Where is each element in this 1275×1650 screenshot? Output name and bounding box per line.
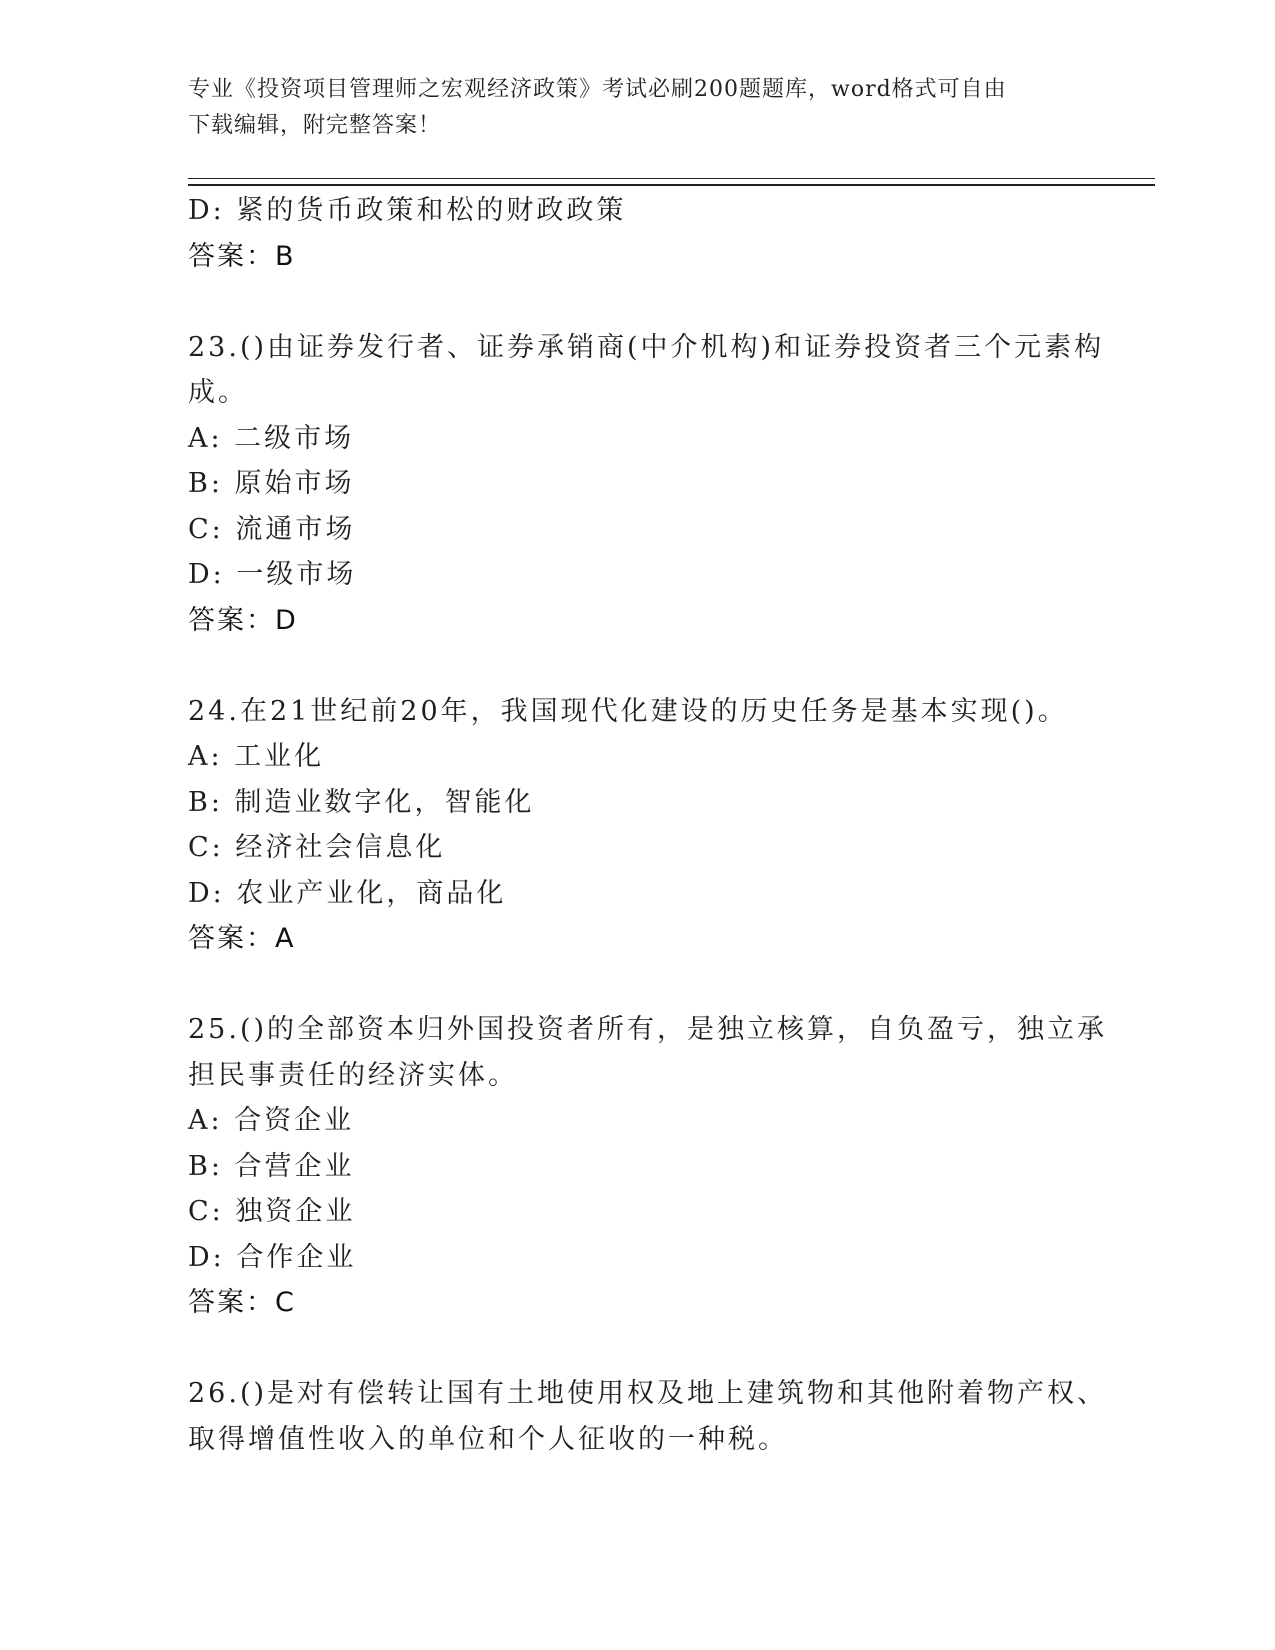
header-rule-thick	[188, 184, 1155, 186]
question-26	[188, 1371, 1108, 1462]
option-d: D: 合作企业	[188, 1241, 357, 1273]
question-stem: 24.在21世纪前20年，我国现代化建设的历史任务是基本实现()。	[188, 695, 1068, 727]
question-stem: 26.()是对有偿转让国有土地使用权及地上建筑物和其他附着物产权、	[188, 1378, 1108, 1409]
option-b: B: 合营企业	[188, 1150, 355, 1182]
document-header	[188, 72, 1078, 144]
question-stem: 25.()的全部资本归外国投资者所有，是独立核算，自负盈亏，独立承	[188, 1014, 1108, 1045]
question-25	[188, 1007, 1108, 1326]
option-b: B: 制造业数字化，智能化	[188, 786, 535, 818]
question-24	[188, 689, 1088, 962]
spacer	[188, 962, 1088, 1008]
prev-option-d: D: 紧的货币政策和松的财政政策	[188, 195, 627, 226]
header-line-1: 专业《投资项目管理师之宏观经济政策》考试必刷200题题库，word格式可自由	[188, 77, 1007, 102]
option-b: B: 原始市场	[188, 468, 355, 499]
spacer	[188, 1326, 1088, 1372]
header-line-2: 下载编辑，附完整答案！	[188, 113, 442, 138]
question-stem-cont: 担民事责任的经济实体。	[188, 1059, 518, 1091]
option-d: D: 农业产业化，商品化	[188, 877, 507, 909]
option-a: A: 合资企业	[188, 1105, 355, 1136]
option-d: D: 一级市场	[188, 559, 357, 590]
question-stem-cont: 成。	[188, 377, 248, 408]
question-23	[188, 325, 1105, 644]
spacer	[188, 643, 1088, 689]
question-stem: 23.()由证券发行者、证券承销商(中介机构)和证券投资者三个元素构	[188, 331, 1105, 363]
header-rule-thin	[188, 178, 1155, 179]
question-list	[188, 188, 1108, 1462]
option-c: C: 经济社会信息化	[188, 832, 446, 863]
option-a: A: 二级市场	[188, 422, 355, 454]
prev-answer: 答案：B	[188, 240, 296, 272]
answer: 答案：C	[188, 1287, 296, 1318]
option-c: C: 独资企业	[188, 1196, 356, 1227]
question-stem-cont: 取得增值性收入的单位和个人征收的一种税。	[188, 1423, 788, 1455]
answer: 答案：D	[188, 604, 298, 636]
answer: 答案：A	[188, 923, 296, 954]
option-c: C: 流通市场	[188, 513, 356, 545]
spacer	[188, 279, 1088, 325]
option-a: A: 工业化	[188, 741, 325, 772]
